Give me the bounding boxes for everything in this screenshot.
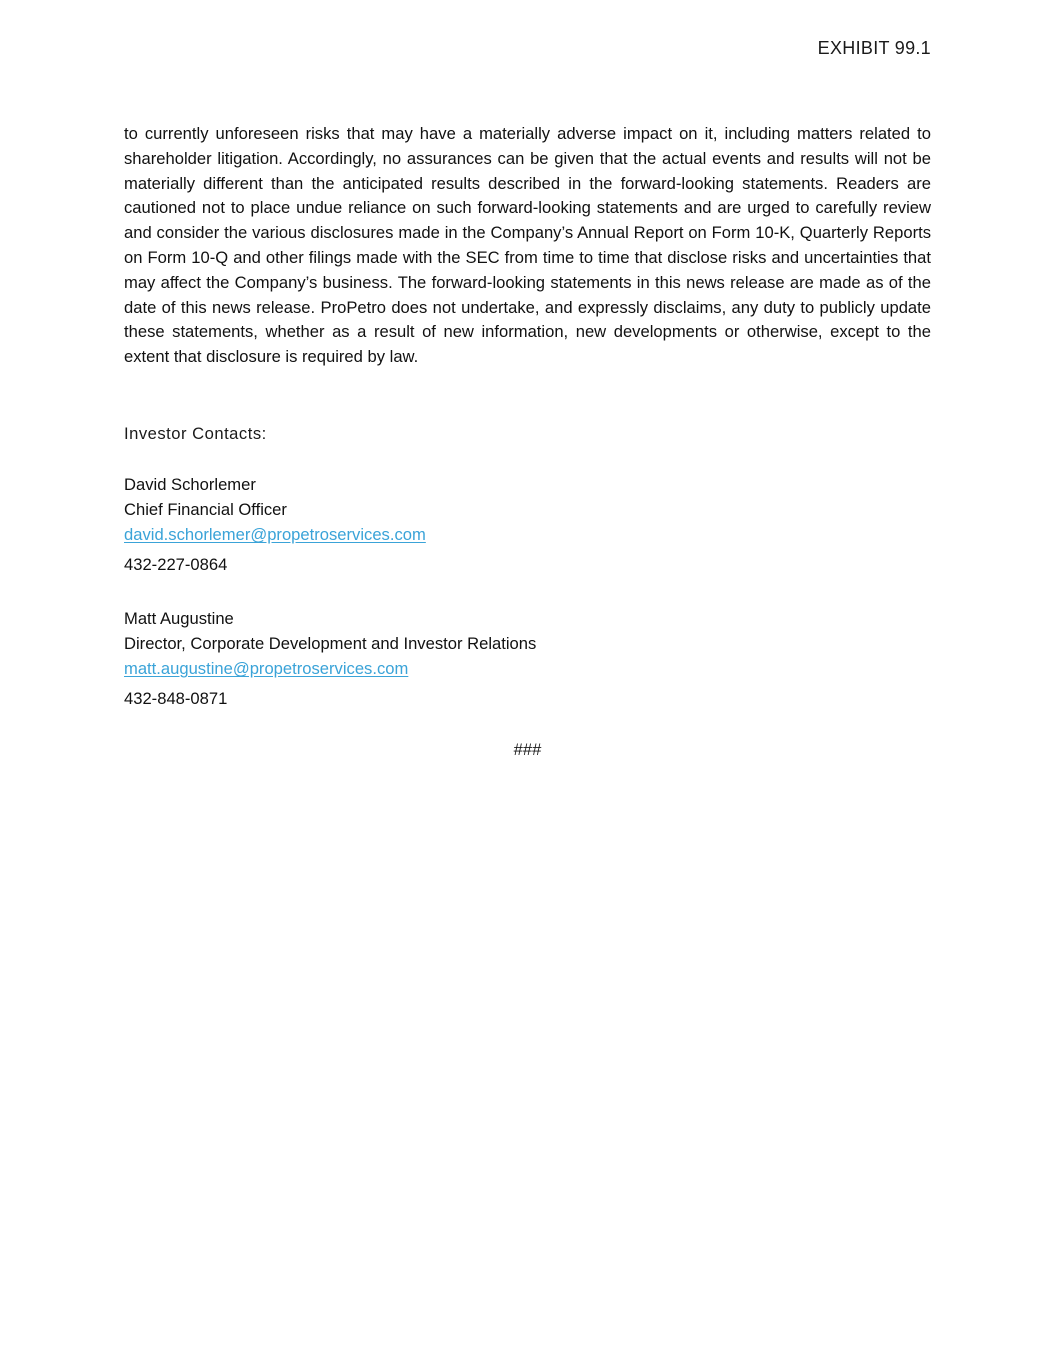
contact-phone: 432-848-0871 [124, 689, 228, 708]
contact-title: Chief Financial Officer [124, 500, 287, 519]
contact-phone: 432-227-0864 [124, 555, 228, 574]
exhibit-label: EXHIBIT 99.1 [817, 38, 931, 58]
contact-email-link[interactable]: matt.augustine@propetroservices.com [124, 659, 409, 678]
contact-name: David Schorlemer [124, 475, 256, 494]
contact-title: Director, Corporate Development and Investor Relations [124, 634, 537, 653]
end-of-release-mark: ### [513, 740, 542, 759]
forward-looking-statement-paragraph: to currently unforeseen risks that may have a materially adverse impact on it, including matters related to shareholder litigation. Accordingly, no assurances can be given that the actual events and results will not be materially different than the anticipated results described in the forward-looking statements. Readers are cautioned not to place undue reliance on such forward-looking statements and are urged to carefully review and consider the various disclosures made in the Company’s Annual Report on Form 10-K, Quarterly Reports on Form 10-Q and other filings made with the SEC from time to time that disclose risks and uncertainties that may affect the Company’s business. The forward-looking statements in this news release are made as of the date of this news release. ProPetro does not undertake, and expressly disclaims, any duty to publicly update these statements, whether as a result of new information, new developments or otherwise, except to the extent that disclosure is required by law. [124, 124, 931, 367]
contact-email-link[interactable]: david.schorlemer@propetroservices.com [124, 525, 426, 544]
investor-contacts-heading: Investor Contacts: [124, 424, 267, 443]
contact-name: Matt Augustine [124, 609, 234, 628]
contact-card-matt-augustine [124, 606, 536, 711]
contact-card-david-schorlemer [124, 472, 426, 577]
